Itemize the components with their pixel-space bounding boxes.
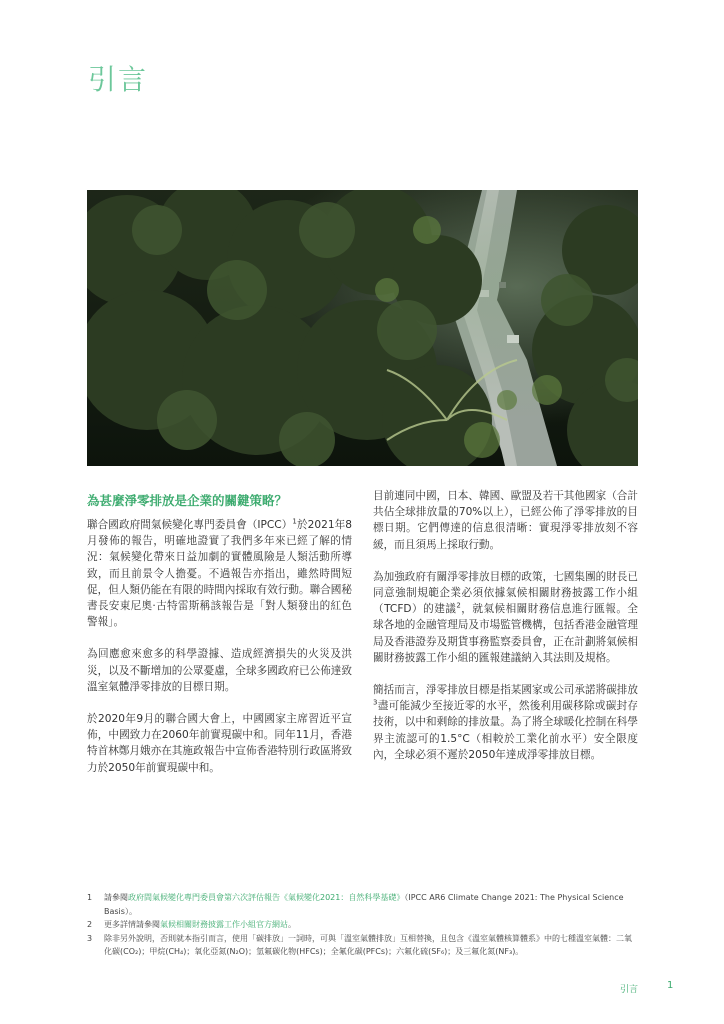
footnote-link[interactable]: 氣候相關財務披露工作小組官方網站 — [160, 920, 288, 929]
footnote-1: 1 請參閱政府間氣候變化專門委員會第六次評估報告《氣候變化2021：自然科學基礎》（IPCC AR6 Climate Change 2021: The Physical Science Basis）。 — [87, 893, 624, 916]
paragraph: 為加強政府有關淨零排放目標的政策，七國集團的財長已同意強制規範企業必須依據氣候相關財務披露工作小組（TCFD）的建議$^2$，就氣候相關財務信息進行匯報。全球各地的金融管理局及市場監管機構，包括香港金融管理局及香港證券及期貨事務監察委員會，正在計劃將氣候相關財務披露工作小組的匯報建議納入其法則及規格。 — [373, 570, 639, 664]
footnote-2: 2 更多詳情請參閱氣候相關財務披露工作小組官方網站。 — [87, 920, 296, 929]
left-column — [87, 492, 352, 792]
footnote-ref[interactable]: 2 — [456, 601, 461, 610]
right-column — [373, 488, 638, 779]
page-number: 1 — [667, 980, 674, 991]
footer-section-label: 引言 — [620, 985, 639, 995]
paragraph: 為回應愈來愈多的科學證據、造成經濟損失的火災及洪災，以及不斷增加的公眾憂慮，全球多國政府已公佈達致溫室氣體淨零排放的目標日期。 — [87, 648, 352, 693]
footnote-ref[interactable]: 3 — [373, 698, 378, 707]
page-title: 引言 — [88, 63, 149, 96]
footnote-3: 3 除非另外說明，否則就本指引而言，使用「碳排放」一詞時，可與「溫室氣體排放」互相替換，且包含《溫室氣體核算體系》中的七種溫室氣體：二氧化碳(CO₂)；甲烷(CH₄)；氧化亞氮(N₂O)；氫氟碳化物(HFCs)；全氟化碳(PFCs)；六氟化硫(SF₆)；及三氟化氮(NF₃)。 — [87, 933, 632, 956]
paragraph: 於2020年9月的聯合國大會上，中國國家主席習近平宣佈，中國致力在2060年前實現碳中和。同年11月，香港特首林鄭月娥亦在其施政報告中宣佈香港特別行政區將致力於2050年前實現碳中和。 — [87, 713, 352, 774]
paragraph: 目前連同中國，日本、韓國、歐盟及若干其他國家（合計共佔全球排放量的70%以上），已經公佈了淨零排放的目標日期。它們傳達的信息很清晰：實現淨零排放刻不容緩，而且須馬上採取行動。 — [373, 490, 638, 551]
footnotes — [87, 891, 637, 959]
footnote-link[interactable]: 政府間氣候變化專門委員會第六次評估報告《氣候變化2021：自然科學基礎》 — [128, 893, 405, 902]
forest-road-photo — [87, 190, 638, 466]
paragraph: 簡括而言，淨零排放目標是指某國家或公司承諾將碳排放$^3$盡可能減少至接近零的水平，然後利用碳移除或碳封存技術，以中和剩餘的排放量。為了將全球暖化控制在科學界主流認可的1.5°C（相較於工業化前水平）安全限度內，全球必須不遲於2050年達成淨零排放目標。 — [373, 684, 638, 761]
paragraph: 聯合國政府間氣候變化專門委員會（IPCC）$^1$於2021年8月發佈的報告，明確地證實了我們多年來已經了解的情況：氣候變化帶來日益加劇的實體風險是人類活動所導致，而且前景令人擔憂。不過報告亦指出，雖然時間短促，但人類仍能在有限的時間內採取有效行動。聯合國秘書長安東尼奧·古特雷斯稱該報告是「對人類發出的紅色警報」。 — [87, 517, 353, 629]
section-heading: 為甚麼淨零排放是企業的關鍵策略？ — [87, 493, 288, 508]
footnote-ref[interactable]: 1 — [292, 517, 297, 526]
